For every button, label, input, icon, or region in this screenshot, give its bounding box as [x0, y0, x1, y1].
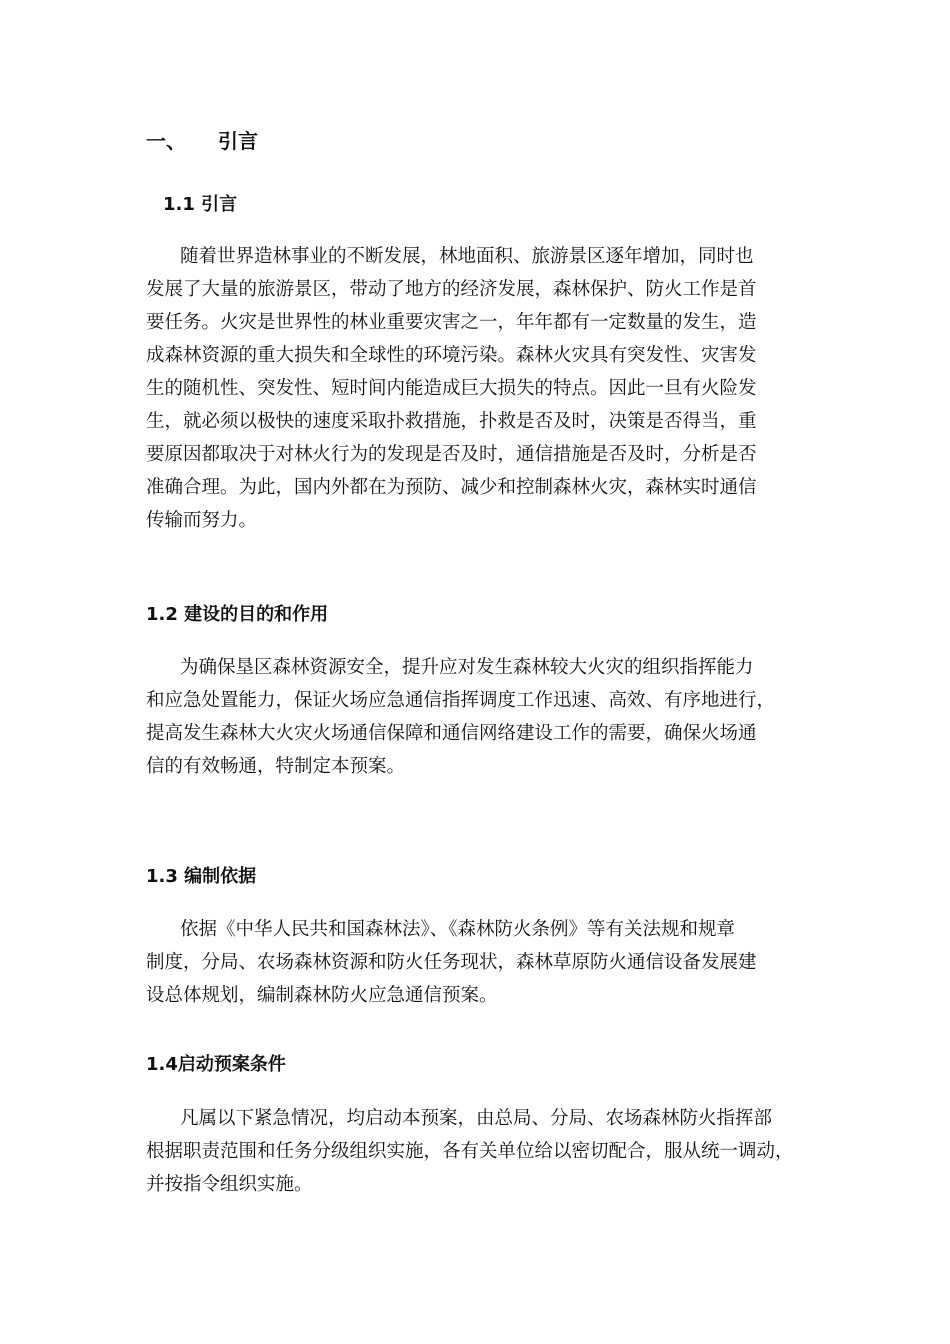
paragraph-line: 根据职责范围和任务分级组织实施，各有关单位给以密切配合，服从统一调动，: [146, 1141, 794, 1162]
section-heading-1-1: 1.1 引言: [163, 194, 238, 215]
chapter-heading: [146, 125, 258, 154]
section-heading-1-2: 1.2 建设的目的和作用: [146, 604, 329, 625]
section-heading-1-4: 1.4启动预案条件: [146, 1054, 286, 1075]
paragraph-line: 制度，分局、农场森林资源和防火任务现状，森林草原防火通信设备发展建: [146, 952, 757, 973]
paragraph-line: 准确合理。为此，国内外都在为预防、减少和控制森林火灾，森林实时通信: [146, 477, 757, 498]
section-paragraph-1-1: [146, 240, 796, 537]
paragraph-line: 和应急处置能力，保证火场应急通信指挥调度工作迅速、高效、有序地进行，: [146, 690, 776, 711]
paragraph-line: 随着世界造林事业的不断发展，林地面积、旅游景区逐年增加，同时也: [180, 246, 754, 267]
paragraph-line: 设总体规划，编制森林防火应急通信预案。: [146, 985, 498, 1006]
paragraph-line: 要任务。火灾是世界性的林业重要灾害之一，年年都有一定数量的发生，造: [146, 312, 757, 333]
paragraph-line: 传输而努力。: [146, 510, 258, 531]
paragraph-line: 并按指令组织实施。: [146, 1174, 313, 1195]
paragraph-line: 发展了大量的旅游景区，带动了地方的经济发展，森林保护、防火工作是首: [146, 279, 757, 300]
paragraph-line: 依据《中华人民共和国森林法》、《森林防火条例》等有关法规和规章: [180, 919, 736, 940]
paragraph-line: 提高发生森林大火灾火场通信保障和通信网络建设工作的需要，确保火场通: [146, 723, 757, 744]
section-paragraph-1-3: [146, 913, 796, 1012]
paragraph-line: 生，就必须以极快的速度采取扑救措施，扑救是否及时，决策是否得当，重: [146, 411, 757, 432]
paragraph-line: 凡属以下紧急情况，均启动本预案，由总局、分局、农场森林防火指挥部: [180, 1108, 773, 1129]
chapter-number: 一、: [146, 129, 186, 153]
section-paragraph-1-4: [146, 1102, 796, 1201]
chapter-title: 引言: [218, 129, 258, 153]
paragraph-line: 为确保垦区森林资源安全，提升应对发生森林较大火灾的组织指挥能力: [180, 657, 754, 678]
paragraph-line: 成森林资源的重大损失和全球性的环境污染。森林火灾具有突发性、灾害发: [146, 345, 757, 366]
paragraph-line: 生的随机性、突发性、短时间内能造成巨大损失的特点。因此一旦有火险发: [146, 378, 757, 399]
paragraph-line: 信的有效畅通，特制定本预案。: [146, 756, 406, 777]
paragraph-line: 要原因都取决于对林火行为的发现是否及时，通信措施是否及时，分析是否: [146, 444, 757, 465]
section-paragraph-1-2: [146, 651, 796, 783]
section-heading-1-3: 1.3 编制依据: [146, 866, 257, 887]
